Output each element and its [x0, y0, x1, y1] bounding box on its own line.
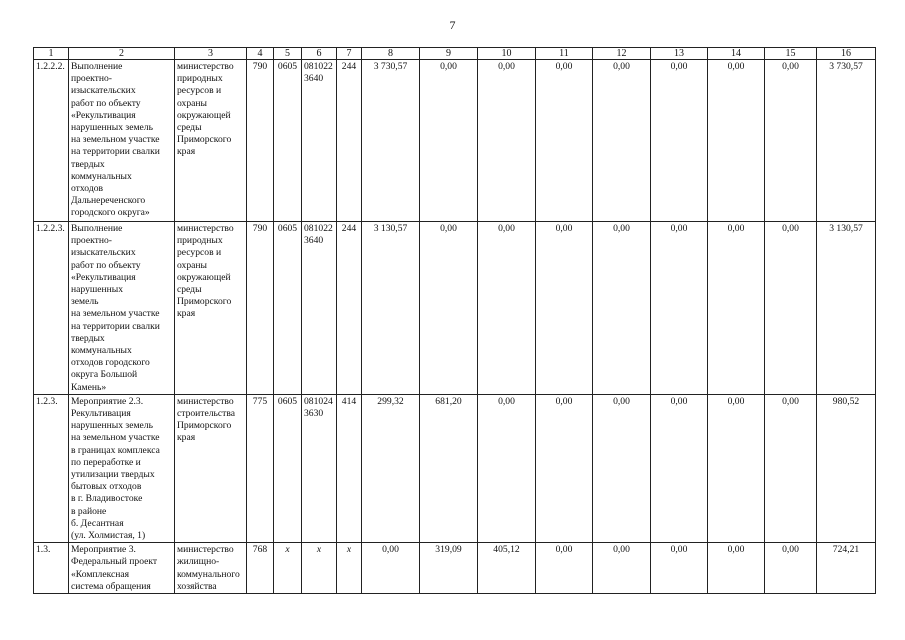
amount-col-15: 0,00: [765, 394, 817, 542]
responsible-executor: министерство природных ресурсов и охраны окружающей среды Приморского края: [175, 60, 247, 222]
row-code: 1.3.: [34, 543, 69, 594]
amount-col-15: 0,00: [765, 60, 817, 222]
csr-code: 081022 3640: [302, 60, 337, 222]
amount-col-12: 0,00: [593, 60, 651, 222]
amount-col-8: 0,00: [362, 543, 420, 594]
vr-code: 414: [337, 394, 362, 542]
amount-col-12: 0,00: [593, 543, 651, 594]
amount-col-14: 0,00: [708, 60, 765, 222]
row-code: 1.2.2.2.: [34, 60, 69, 222]
measure-name: Выполнение проектно- изыскательских работ по объекту «Рекультивация нарушенных земель на земельном участке на территории свалки твердых коммунальных отходов Дальнереченского городского округа»: [69, 60, 175, 222]
table-row: [34, 222, 876, 395]
amount-col-10: 0,00: [478, 394, 536, 542]
amount-col-13: 0,00: [651, 60, 708, 222]
page-number: 7: [449, 18, 456, 32]
csr-code: 081022 3640: [302, 222, 337, 395]
rzpr-code: x: [274, 543, 302, 594]
table-row: [34, 60, 876, 222]
grbs-code: 790: [247, 60, 274, 222]
column-header: 9: [420, 48, 478, 60]
vr-code: 244: [337, 60, 362, 222]
column-header: 8: [362, 48, 420, 60]
column-header: 4: [247, 48, 274, 60]
responsible-executor: министерство природных ресурсов и охраны окружающей среды Приморского края: [175, 222, 247, 395]
amount-col-13: 0,00: [651, 543, 708, 594]
vr-code: 244: [337, 222, 362, 395]
amount-col-12: 0,00: [593, 222, 651, 395]
amount-col-15: 0,00: [765, 543, 817, 594]
amount-col-12: 0,00: [593, 394, 651, 542]
amount-col-8: 3 130,57: [362, 222, 420, 395]
amount-col-11: 0,00: [536, 394, 593, 542]
column-header: 10: [478, 48, 536, 60]
column-header: 13: [651, 48, 708, 60]
amount-col-8: 299,32: [362, 394, 420, 542]
amount-total: 980,52: [817, 394, 876, 542]
measure-name: Мероприятие 2.3. Рекультивация нарушенных земель на земельном участке в границах комплекса по переработке и утилизации твердых бытовых отходов в г. Владивостоке в районе б. Десантная (ул. Холмистая, 1): [69, 394, 175, 542]
amount-col-9: 0,00: [420, 222, 478, 395]
responsible-executor: министерство жилищно- коммунального хозяйства: [175, 543, 247, 594]
grbs-code: 768: [247, 543, 274, 594]
amount-col-13: 0,00: [651, 222, 708, 395]
table-row: [34, 394, 876, 542]
amount-total: 724,21: [817, 543, 876, 594]
vr-code: x: [337, 543, 362, 594]
amount-col-9: 681,20: [420, 394, 478, 542]
column-header: 2: [69, 48, 175, 60]
column-header: 12: [593, 48, 651, 60]
grbs-code: 790: [247, 222, 274, 395]
measure-name: Выполнение проектно- изыскательских работ по объекту «Рекультивация нарушенных земель на земельном участке на территории свалки твердых коммунальных отходов городского округа Большой Камень»: [69, 222, 175, 395]
responsible-executor: министерство строительства Приморского края: [175, 394, 247, 542]
amount-col-9: 0,00: [420, 60, 478, 222]
column-header: 3: [175, 48, 247, 60]
rzpr-code: 0605: [274, 60, 302, 222]
row-code: 1.2.3.: [34, 394, 69, 542]
amount-col-10: 0,00: [478, 60, 536, 222]
column-header: 7: [337, 48, 362, 60]
column-header: 1: [34, 48, 69, 60]
column-header: 6: [302, 48, 337, 60]
amount-col-9: 319,09: [420, 543, 478, 594]
budget-table: [33, 47, 876, 594]
amount-col-10: 405,12: [478, 543, 536, 594]
row-code: 1.2.2.3.: [34, 222, 69, 395]
amount-total: 3 730,57: [817, 60, 876, 222]
csr-code: x: [302, 543, 337, 594]
amount-col-8: 3 730,57: [362, 60, 420, 222]
column-header: 14: [708, 48, 765, 60]
rzpr-code: 0605: [274, 222, 302, 395]
rzpr-code: 0605: [274, 394, 302, 542]
amount-col-15: 0,00: [765, 222, 817, 395]
amount-col-14: 0,00: [708, 543, 765, 594]
column-header: 16: [817, 48, 876, 60]
table-row: [34, 543, 876, 594]
amount-col-14: 0,00: [708, 394, 765, 542]
amount-col-11: 0,00: [536, 60, 593, 222]
amount-col-11: 0,00: [536, 222, 593, 395]
amount-col-10: 0,00: [478, 222, 536, 395]
column-header: 15: [765, 48, 817, 60]
grbs-code: 775: [247, 394, 274, 542]
amount-total: 3 130,57: [817, 222, 876, 395]
column-header: 11: [536, 48, 593, 60]
measure-name: Мероприятие 3. Федеральный проект «Комплексная система обращения: [69, 543, 175, 594]
amount-col-13: 0,00: [651, 394, 708, 542]
amount-col-14: 0,00: [708, 222, 765, 395]
header-row: [34, 48, 876, 60]
amount-col-11: 0,00: [536, 543, 593, 594]
column-header: 5: [274, 48, 302, 60]
csr-code: 081024 3630: [302, 394, 337, 542]
